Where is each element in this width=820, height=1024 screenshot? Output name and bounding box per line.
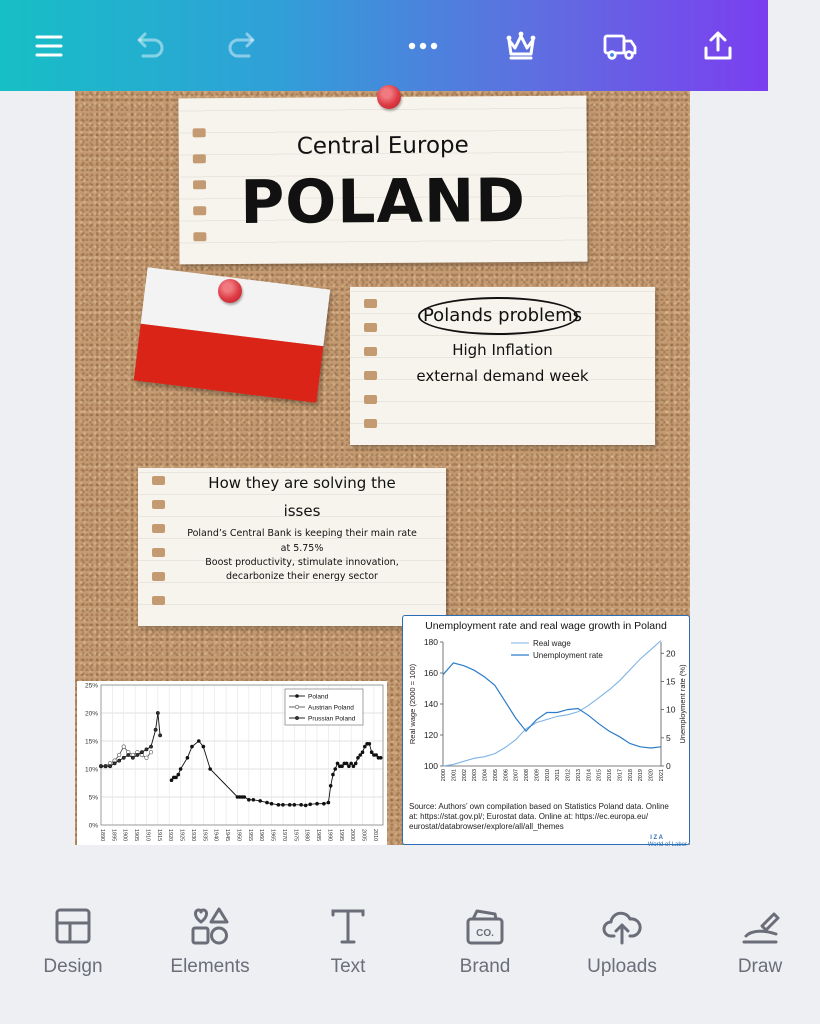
shapes-icon	[190, 906, 230, 946]
data-point	[334, 768, 337, 771]
data-point	[270, 802, 273, 805]
x-tick-label: 2009	[534, 769, 541, 782]
data-point	[300, 803, 303, 806]
nav-draw[interactable]	[700, 906, 820, 978]
problem-item: High Inflation	[452, 341, 553, 359]
editor-canvas-area	[0, 91, 768, 860]
solutions-body-line: at 5.75%	[280, 543, 324, 554]
crown-icon[interactable]	[497, 22, 545, 70]
historical-rate-chart[interactable]	[77, 681, 387, 845]
solutions-body-line: Poland’s Central Bank is keeping their main rate	[187, 528, 417, 539]
corkboard-poster[interactable]	[75, 91, 690, 848]
data-point	[347, 765, 350, 768]
y-tick-label: 10%	[84, 766, 98, 774]
y-left-tick-label: 180	[423, 637, 438, 647]
x-tick-label: 2005	[360, 829, 367, 842]
x-tick-label: 2002	[461, 769, 468, 782]
data-point	[154, 728, 157, 731]
problem-item: external demand week	[416, 367, 589, 385]
poster-title: POLAND	[240, 166, 527, 238]
x-tick-label: 2017	[617, 769, 624, 782]
data-point	[322, 802, 325, 805]
solutions-body-line: decarbonize their energy sector	[226, 571, 378, 582]
title-subtitle: Central Europe	[296, 132, 469, 160]
data-point	[266, 801, 269, 804]
legend-swatch-marker	[295, 716, 298, 719]
source-line: Source: Authors’ own compilation based on Statistics Poland data. Online	[409, 802, 669, 811]
x-tick-label: 2000	[441, 769, 447, 782]
y-tick-label: 25%	[84, 682, 98, 690]
y-right-tick-label: 15	[666, 676, 676, 687]
red-pushpin	[377, 85, 401, 109]
data-point	[356, 756, 359, 759]
x-tick-label: 2014	[586, 769, 593, 782]
data-point	[145, 748, 148, 751]
data-point	[327, 801, 330, 804]
y-left-tick-label: 100	[423, 761, 438, 771]
undo-arrow-icon[interactable]	[125, 22, 173, 70]
x-tick-label: 1990	[326, 829, 333, 842]
problems-heading: Polands problems	[422, 305, 583, 326]
data-point	[136, 753, 139, 756]
nav-uploads[interactable]	[562, 906, 682, 978]
data-point	[345, 762, 348, 765]
data-point	[113, 762, 116, 765]
legend-label: Poland	[308, 693, 329, 701]
nav-label: Brand	[459, 956, 511, 977]
series-line-prussian-poland	[101, 713, 160, 766]
series-line-unemployment-rate	[443, 663, 661, 748]
chart-title: Unemployment rate and real wage growth in Poland	[425, 620, 667, 632]
iza-logo: I Z A	[650, 835, 663, 841]
data-point	[288, 803, 291, 806]
y-tick-label: 5%	[88, 794, 98, 802]
brand-kit-icon	[465, 906, 505, 946]
data-point	[140, 751, 143, 754]
y-left-tick-label: 140	[423, 699, 438, 709]
data-point	[379, 756, 382, 759]
y-tick-label: 0%	[88, 822, 98, 830]
legend-swatch-marker	[295, 705, 299, 709]
layout-icon	[53, 906, 93, 946]
data-point	[179, 768, 182, 771]
data-point	[118, 759, 121, 762]
solutions-heading-line2: isses	[283, 502, 321, 520]
solutions-body-line: Boost productivity, stimulate innovation,	[205, 557, 399, 568]
data-point	[304, 804, 307, 807]
x-tick-label: 2020	[648, 769, 655, 782]
x-tick-label: 1970	[280, 829, 287, 842]
x-tick-label: 1940	[212, 829, 219, 842]
data-point	[259, 799, 262, 802]
x-tick-label: 1950	[235, 829, 242, 842]
data-point	[156, 711, 159, 714]
data-point	[122, 745, 126, 749]
legend-label: Unemployment rate	[533, 651, 603, 660]
nav-brand[interactable]	[425, 906, 545, 978]
x-tick-label: 1935	[201, 829, 208, 842]
x-tick-label: 2016	[607, 769, 614, 782]
data-point	[197, 740, 200, 743]
x-tick-label: 2021	[659, 769, 665, 782]
data-point	[131, 756, 134, 759]
x-tick-label: 1890	[99, 829, 105, 842]
x-tick-label: 1960	[258, 829, 265, 842]
y-left-tick-label: 160	[423, 668, 438, 678]
y-right-tick-label: 0	[666, 761, 671, 771]
x-tick-label: 1965	[269, 829, 276, 842]
x-tick-label: 2004	[482, 769, 489, 782]
data-point	[252, 798, 255, 801]
data-point	[117, 753, 121, 757]
data-point	[329, 784, 332, 787]
data-point	[361, 751, 364, 754]
iza-logo-sub: World of Labor	[647, 842, 687, 848]
data-point	[341, 765, 344, 768]
nav-label: Text	[330, 956, 366, 977]
data-point	[209, 768, 212, 771]
data-point	[293, 803, 296, 806]
legend-label: Austrian Poland	[308, 704, 354, 712]
data-point	[202, 745, 205, 748]
nav-label: Draw	[737, 956, 783, 977]
cloud-upload-icon	[602, 906, 642, 946]
x-tick-label: 2019	[638, 769, 645, 782]
x-tick-label: 1975	[292, 829, 299, 842]
x-tick-label: 2000	[349, 829, 356, 842]
y-tick-label: 20%	[84, 710, 98, 718]
y-right-axis-label: Unemployment rate (%)	[678, 664, 687, 744]
data-point	[186, 756, 189, 759]
x-tick-label: 2005	[492, 769, 499, 782]
nav-label: Elements	[170, 956, 250, 977]
data-point	[352, 765, 355, 768]
hamburger-menu-icon[interactable]	[25, 22, 73, 70]
data-point	[243, 796, 246, 799]
x-tick-label: 1900	[121, 829, 128, 842]
x-tick-label: 2018	[627, 769, 634, 782]
x-tick-label: 2007	[513, 769, 520, 782]
y-right-tick-label: 20	[666, 648, 676, 659]
y-right-tick-label: 10	[666, 704, 676, 715]
data-point	[99, 765, 102, 768]
share-upload-icon[interactable]	[694, 22, 742, 70]
text-t-icon	[328, 906, 368, 946]
data-point	[247, 798, 250, 801]
data-point	[108, 765, 111, 768]
x-tick-label: 2008	[524, 769, 531, 782]
title-note[interactable]	[178, 96, 587, 265]
delivery-truck-icon[interactable]	[596, 22, 644, 70]
x-tick-label: 2010	[371, 829, 378, 842]
data-point	[309, 803, 312, 806]
x-tick-label: 2006	[503, 769, 510, 782]
x-tick-label: 2012	[565, 769, 572, 782]
data-point	[350, 762, 353, 765]
y-right-tick-label: 5	[666, 732, 671, 743]
x-tick-label: 2015	[596, 769, 603, 782]
solutions-note[interactable]	[138, 468, 446, 626]
solutions-heading-line1: How they are solving the	[208, 474, 396, 492]
x-tick-label: 2011	[555, 769, 562, 781]
x-tick-label: 1920	[167, 829, 174, 842]
top-toolbar	[0, 0, 768, 91]
x-tick-label: 1955	[246, 829, 253, 842]
x-tick-label: 2003	[472, 769, 479, 782]
more-dots-icon[interactable]	[399, 22, 447, 70]
chart-legend	[285, 689, 363, 725]
x-tick-label: 2010	[544, 769, 551, 782]
problems-note[interactable]	[350, 287, 655, 445]
data-point	[170, 779, 173, 782]
x-tick-label: 1905	[133, 829, 140, 842]
data-point	[127, 753, 130, 756]
x-tick-label: 1930	[189, 829, 196, 842]
data-point	[159, 734, 162, 737]
chart-source	[409, 802, 669, 832]
svg-text:CO.: CO.	[476, 928, 494, 939]
bottom-nav-bar	[0, 860, 783, 1024]
nav-elements[interactable]	[150, 906, 270, 978]
x-tick-label: 1985	[315, 829, 322, 842]
data-point	[354, 762, 357, 765]
data-point	[359, 754, 362, 757]
data-point	[122, 756, 125, 759]
nav-design[interactable]	[13, 906, 133, 978]
x-tick-label: 2001	[451, 769, 458, 782]
nav-label: Uploads	[587, 956, 657, 977]
data-point	[104, 765, 107, 768]
source-line: eurostat/databrowser/explore/all/all_themes	[409, 822, 564, 831]
legend-label: Real wage	[533, 639, 571, 648]
draw-pen-icon	[740, 906, 780, 946]
x-tick-label: 1995	[337, 829, 344, 842]
data-point	[331, 773, 334, 776]
data-point	[363, 745, 366, 748]
x-tick-label: 1945	[224, 829, 231, 842]
data-point	[336, 762, 339, 765]
data-point	[177, 773, 180, 776]
data-point	[375, 754, 378, 757]
x-tick-label: 1910	[144, 829, 151, 842]
data-point	[370, 751, 373, 754]
x-tick-label: 1915	[155, 829, 162, 842]
historical-rate-chart-svg	[77, 681, 387, 845]
nav-label: Design	[43, 956, 103, 977]
legend-swatch-marker	[296, 695, 299, 698]
data-point	[149, 745, 152, 748]
y-tick-label: 15%	[84, 738, 98, 746]
x-tick-label: 2013	[575, 769, 582, 782]
series-line-poland	[172, 741, 381, 805]
data-point	[190, 745, 193, 748]
red-pushpin	[218, 279, 242, 303]
y-left-axis-label: Real wage (2000 = 100)	[408, 663, 417, 745]
data-point	[316, 802, 319, 805]
unemployment-wage-chart[interactable]	[402, 615, 690, 848]
data-point	[368, 742, 371, 745]
data-point	[277, 803, 280, 806]
unemployment-wage-chart-svg	[403, 636, 691, 806]
data-point	[281, 803, 284, 806]
y-left-tick-label: 120	[423, 730, 438, 740]
source-line: at: https://stat.gov.pl/; Eurostat data. Online at: https://ec.europa.eu/	[409, 812, 649, 821]
x-tick-label: 1895	[110, 829, 117, 842]
nav-text[interactable]	[288, 906, 408, 978]
x-tick-label: 1925	[178, 829, 185, 842]
data-point	[145, 756, 149, 760]
data-point	[175, 776, 178, 779]
redo-arrow-icon[interactable]	[219, 22, 267, 70]
data-point	[149, 750, 153, 754]
legend-label: Prussian Poland	[308, 715, 356, 723]
x-tick-label: 1980	[303, 829, 310, 842]
